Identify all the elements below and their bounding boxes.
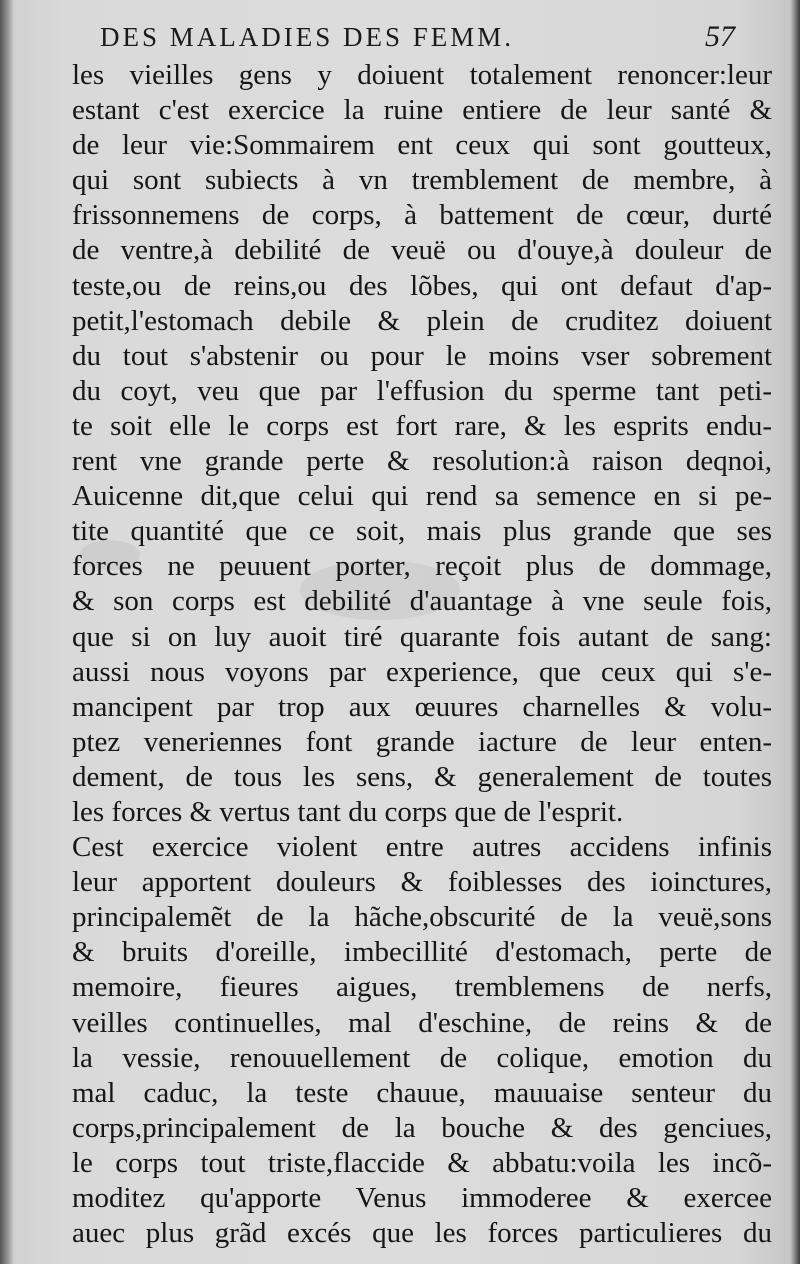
text-line: & son corps est debilité d'auantage à vne seule fois,: [72, 585, 772, 618]
text-line: & bruits d'oreille, imbecillité d'estomach, perte de: [72, 936, 772, 969]
text-line: les forces & vertus tant du corps que de l'esprit.: [72, 795, 624, 828]
text-line: veilles continuelles, mal d'eschine, de reins & de: [72, 1006, 772, 1039]
body-text: [72, 58, 772, 1251]
text-line: forces ne peuuent porter, reçoit plus de dommage,: [72, 550, 772, 583]
text-line: le corps tout triste,flaccide & abbatu:voila les incõ-: [72, 1146, 772, 1179]
text-line: principalemẽt de la hãche,obscurité de la veuë,sons: [72, 901, 772, 934]
text-line: petit,l'estomach debile & plein de cruditez doiuent: [72, 304, 772, 337]
text-line: leur apportent douleurs & foiblesses des ioinctures,: [72, 866, 772, 899]
text-line: Cest exercice violent entre autres accidens infinis: [72, 831, 772, 864]
running-title: DES MALADIES DES FEMM.: [100, 22, 515, 52]
text-line: memoire, fieures aigues, tremblemens de nerfs,: [72, 971, 772, 1004]
text-line: tite quantité que ce soit, mais plus grande que ses: [72, 515, 772, 548]
text-line: mal caduc, la teste chauue, mauuaise senteur du: [72, 1076, 772, 1109]
text-line: mancipent par trop aux œuures charnelles & volu-: [72, 690, 772, 723]
text-line: la vessie, renouuellement de colique, emotion du: [72, 1041, 772, 1074]
text-line: moditez qu'apporte Venus immoderee & exercee: [72, 1182, 772, 1214]
page-right-edge-shadow: [790, 0, 800, 1264]
text-line: teste,ou de reins,ou des lõbes, qui ont defaut d'ap-: [72, 269, 772, 302]
text-line: qui sont subiects à vn tremblement de membre, à: [72, 164, 772, 197]
text-line: Auicenne dit,que celui qui rend sa semence en si pe-: [72, 480, 772, 513]
text-line: estant c'est exercice la ruine entiere de leur santé &: [72, 94, 772, 127]
text-line: corps,principalement de la bouche & des genciues,: [72, 1111, 772, 1144]
text-line: te soit elle le corps est fort rare, & les esprits endu-: [72, 409, 772, 442]
text-line: que si on luy auoit tiré quarante fois autant de sang:: [72, 620, 772, 653]
text-line: aussi nous voyons par experience, que ceux qui s'e-: [72, 655, 772, 688]
text-line: rent vne grande perte & resolution:à raison deqnoi,: [72, 445, 772, 478]
text-line: de ventre,à debilité de veuë ou d'ouye,à douleur de: [72, 234, 772, 267]
text-line: du coyt, veu que par l'effusion du sperme tant peti-: [72, 374, 772, 407]
text-line: frissonnemens de corps, à battement de cœur, durté: [72, 199, 772, 232]
text-line: auec plus grãd excés que les forces particulieres du: [72, 1217, 772, 1250]
text-line: ptez veneriennes font grande iacture de leur enten-: [72, 725, 772, 758]
page-left-edge-shadow: [0, 0, 14, 1264]
text-line: du tout s'abstenir ou pour le moins vser sobrement: [72, 339, 772, 372]
text-line: de leur vie:Sommairem ent ceux qui sont goutteux,: [72, 129, 772, 162]
page-number: 57: [705, 20, 735, 53]
text-line: dement, de tous les sens, & generalement de toutes: [72, 760, 772, 793]
text-line: les vieilles gens y doiuent totalement renoncer:leur: [72, 59, 772, 91]
